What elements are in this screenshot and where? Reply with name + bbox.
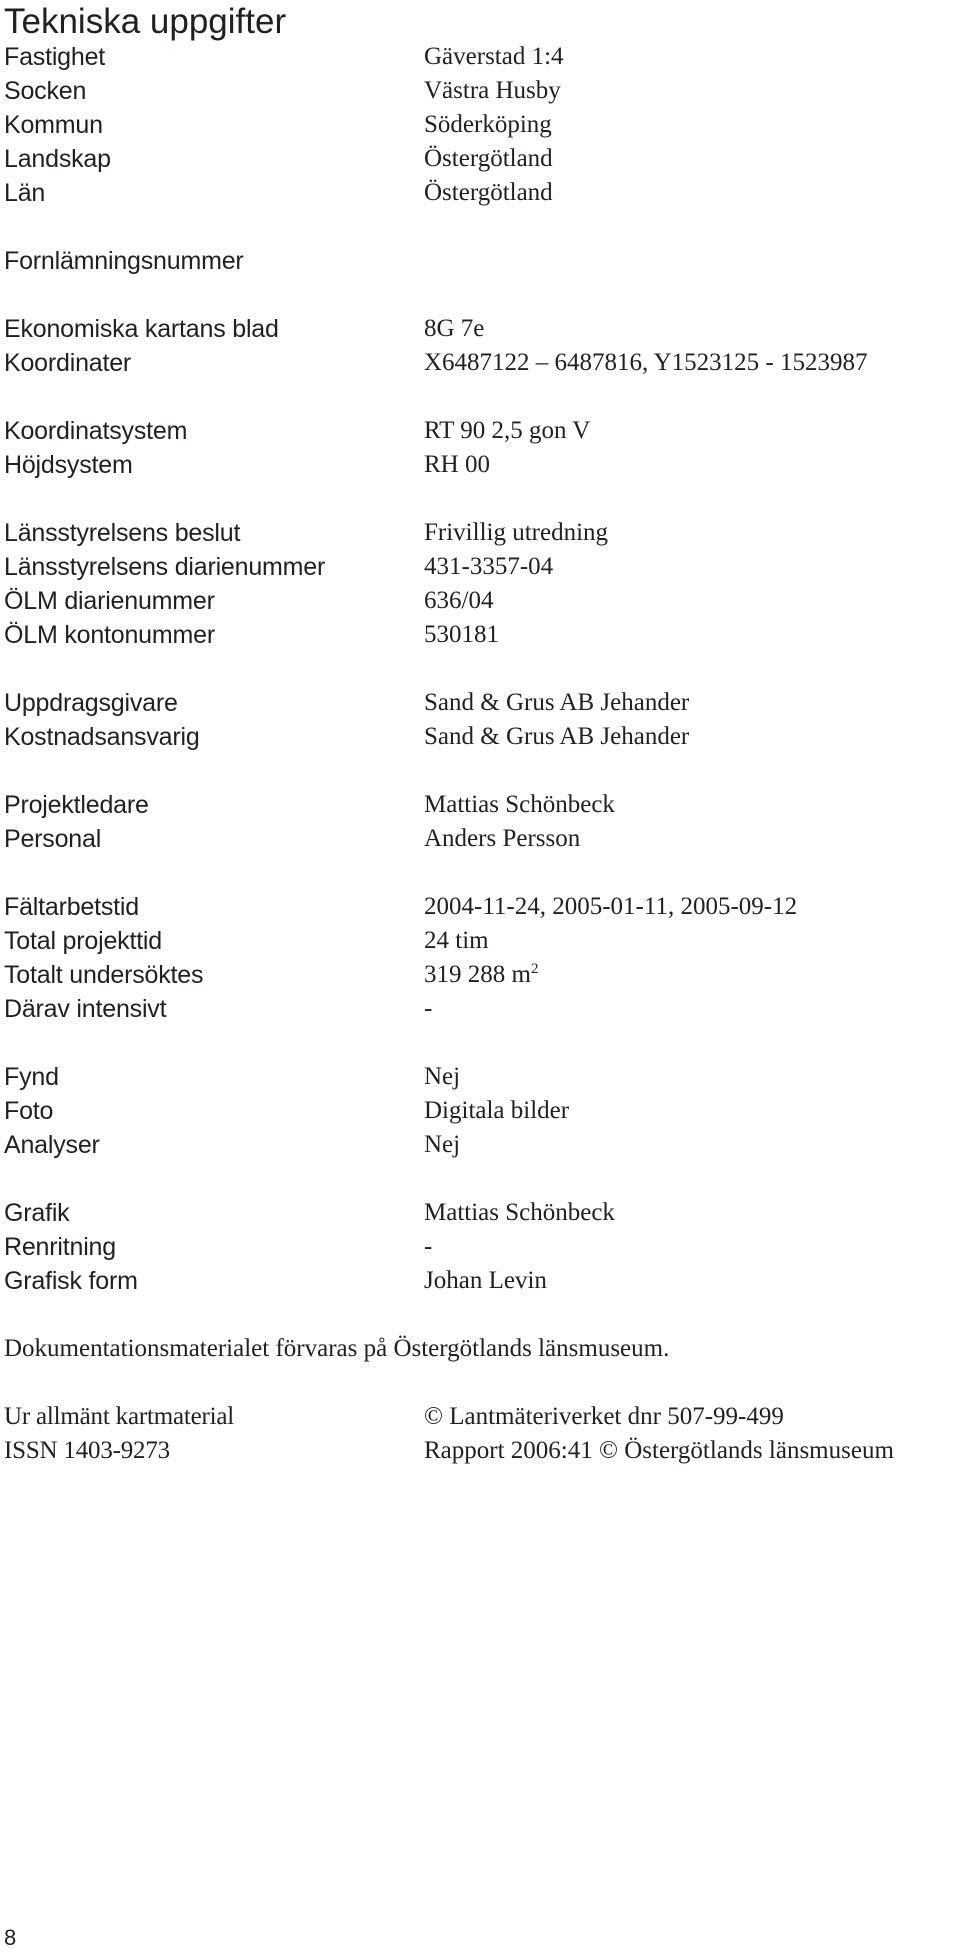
field-row-projektledare <box>0 788 960 822</box>
field-value: 530181 <box>424 621 499 648</box>
field-value: 24 tim <box>424 927 489 954</box>
field-value: 431-3357-04 <box>424 553 554 580</box>
field-value: Östergötland <box>424 179 553 206</box>
field-row-lansstyrelsens-diarienummer <box>0 550 960 584</box>
field-label: ÖLM kontonummer <box>4 621 215 649</box>
field-label: Kostnadsansvarig <box>4 723 200 751</box>
field-value: RT 90 2,5 gon V <box>424 417 591 444</box>
field-row-personal <box>0 822 960 856</box>
field-label: Höjdsystem <box>4 451 133 479</box>
field-row-analyser <box>0 1128 960 1162</box>
field-row-fynd <box>0 1060 960 1094</box>
field-label: ÖLM diarienummer <box>4 587 215 615</box>
field-label: Ekonomiska kartans blad <box>4 315 279 343</box>
field-row-uppdragsgivare <box>0 686 960 720</box>
field-label: Renritning <box>4 1233 116 1261</box>
field-value: Nej <box>424 1063 461 1090</box>
field-value: Gäverstad 1:4 <box>424 43 564 70</box>
field-value: Anders Persson <box>424 825 581 852</box>
field-value: Östergötland <box>424 145 553 172</box>
field-value: Sand & Grus AB Jehander <box>424 723 690 750</box>
field-label: Total projekttid <box>4 927 162 955</box>
field-value: RH 00 <box>424 451 490 478</box>
field-label: Personal <box>4 825 102 853</box>
field-value: Västra Husby <box>424 77 561 104</box>
field-value: 636/04 <box>424 587 494 614</box>
field-row-issn <box>0 1434 960 1468</box>
field-value: © Lantmäteriverket dnr 507-99-499 <box>424 1403 784 1430</box>
field-label: Fastighet <box>4 43 106 71</box>
field-label: Fynd <box>4 1063 59 1091</box>
field-label: Grafik <box>4 1199 70 1227</box>
field-label: Projektledare <box>4 791 149 819</box>
field-row-koordinater <box>0 346 960 380</box>
field-label: Koordinatsystem <box>4 417 188 445</box>
field-value-with-unit <box>424 958 538 992</box>
field-label: Landskap <box>4 145 111 173</box>
field-row-kartmaterial <box>0 1400 960 1434</box>
field-row-socken <box>0 74 960 108</box>
field-label: Fältarbetstid <box>4 893 139 921</box>
field-label: Län <box>4 179 46 207</box>
field-label: ISSN 1403-9273 <box>4 1437 170 1464</box>
field-row-faltarbetstid <box>0 890 960 924</box>
field-label: Länsstyrelsens diarienummer <box>4 553 326 581</box>
field-label: Analyser <box>4 1131 100 1159</box>
documentation-note-row <box>0 1332 960 1366</box>
field-row-totalt-undersoktes <box>0 958 960 992</box>
field-value: Mattias Schönbeck <box>424 791 615 818</box>
field-row-lan <box>0 176 960 210</box>
field-row-kostnadsansvarig <box>0 720 960 754</box>
field-value: Digitala bilder <box>424 1097 570 1124</box>
field-value: Frivillig utredning <box>424 519 609 546</box>
field-row-renritning <box>0 1230 960 1264</box>
field-value: Johan Levin <box>424 1267 547 1294</box>
page-title: Tekniska uppgifter <box>4 2 287 41</box>
field-label: Länsstyrelsens beslut <box>4 519 241 547</box>
field-row-darav-intensivt <box>0 992 960 1026</box>
field-row-kommun <box>0 108 960 142</box>
field-value: 2004-11-24, 2005-01-11, 2005-09-12 <box>424 893 798 920</box>
field-value: Rapport 2006:41 © Östergötlands länsmuseum <box>424 1437 894 1464</box>
field-row-fastighet <box>0 40 960 74</box>
field-label: Grafisk form <box>4 1267 138 1295</box>
field-value: Sand & Grus AB Jehander <box>424 689 690 716</box>
field-row-grafik <box>0 1196 960 1230</box>
field-value: - <box>424 995 433 1022</box>
field-row-total-projekttid <box>0 924 960 958</box>
field-row-lansstyrelsens-beslut <box>0 516 960 550</box>
field-value: 8G 7e <box>424 315 485 342</box>
field-row-fornlamningsnummer <box>0 244 960 278</box>
page-number: 8 <box>4 1925 17 1950</box>
field-value: - <box>424 1233 433 1260</box>
unit-superscript: 2 <box>530 961 539 977</box>
field-label: Totalt undersöktes <box>4 961 204 989</box>
field-label: Socken <box>4 77 87 105</box>
field-row-ekonomiska-kartans-blad <box>0 312 960 346</box>
field-value: X6487122 – 6487816, Y1523125 - 1523987 <box>424 349 868 376</box>
field-label: Kommun <box>4 111 103 139</box>
field-label: Ur allmänt kartmaterial <box>4 1403 235 1430</box>
field-value: 319 288 m <box>424 961 531 988</box>
field-value: Mattias Schönbeck <box>424 1199 615 1226</box>
field-label: Fornlämningsnummer <box>4 247 244 275</box>
field-value: Söderköping <box>424 111 552 138</box>
field-row-grafisk-form <box>0 1264 960 1298</box>
field-label: Foto <box>4 1097 54 1125</box>
field-label: Koordinater <box>4 349 132 377</box>
field-row-koordinatsystem <box>0 414 960 448</box>
field-row-olm-kontonummer <box>0 618 960 652</box>
field-row-foto <box>0 1094 960 1128</box>
documentation-note: Dokumentationsmaterialet förvaras på Östergötlands länsmuseum. <box>4 1335 670 1362</box>
field-row-olm-diarienummer <box>0 584 960 618</box>
field-value: Nej <box>424 1131 461 1158</box>
field-row-hojdsystem <box>0 448 960 482</box>
field-row-landskap <box>0 142 960 176</box>
field-label: Uppdragsgivare <box>4 689 178 717</box>
field-label: Därav intensivt <box>4 995 167 1023</box>
